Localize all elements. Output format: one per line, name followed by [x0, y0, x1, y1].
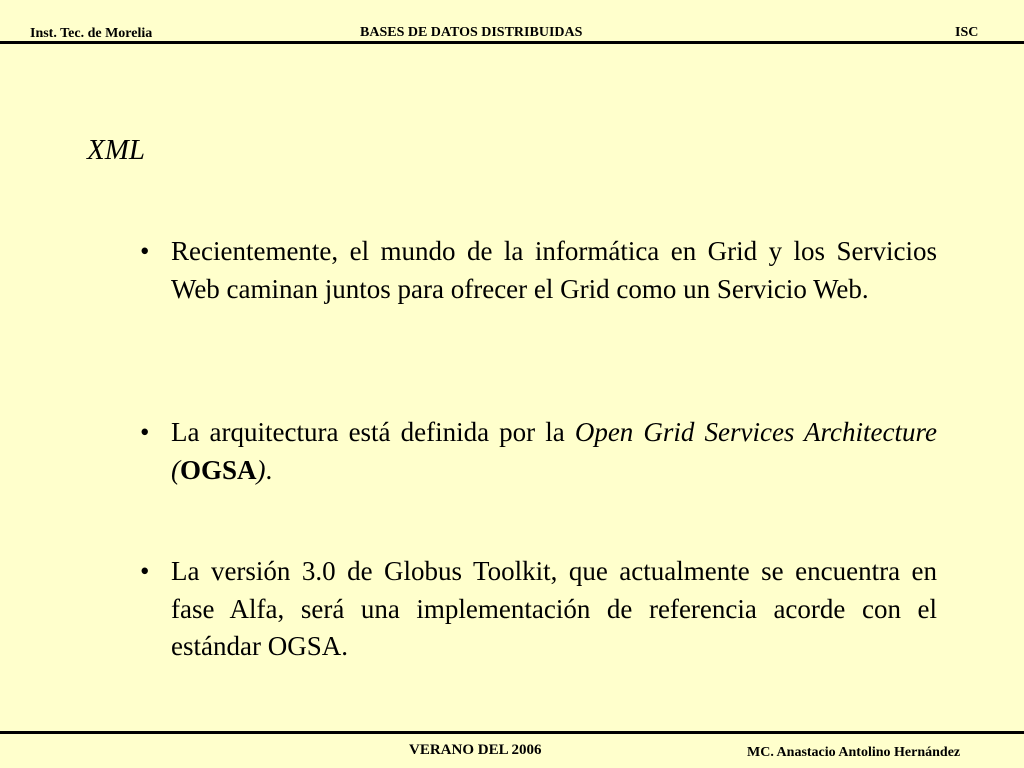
footer-term: VERANO DEL 2006	[409, 742, 542, 758]
bullet-text-italic: Open Grid Services Architecture (	[171, 417, 937, 485]
bullet-text-prefix: La arquitectura está definida por la	[171, 417, 575, 447]
bullet-dot-icon: •	[140, 236, 150, 266]
bullet-text-acronym: OGSA	[180, 454, 257, 485]
header-institution: Inst. Tec. de Morelia	[30, 26, 153, 41]
slide-title: XML	[87, 134, 145, 166]
bullet-text-suffix: .	[265, 454, 273, 485]
header-course-title: BASES DE DATOS DISTRIBUIDAS	[360, 25, 583, 40]
bullet-text-italic-end: )	[256, 454, 266, 485]
bullet-item	[140, 233, 937, 308]
footer-divider	[0, 731, 1024, 734]
bullet-dot-icon: •	[140, 417, 150, 447]
bullet-text: La versión 3.0 de Globus Toolkit, que actualmente se encuentra en fase Alfa, será una implementación de referencia acorde con el estándar OGSA.	[171, 556, 937, 661]
footer-author: MC. Anastacio Antolino Hernández	[747, 745, 961, 760]
header-divider	[0, 41, 1024, 44]
bullet-item	[140, 553, 937, 666]
bullet-item	[140, 414, 937, 489]
bullet-dot-icon: •	[140, 556, 150, 586]
header-program: ISC	[955, 25, 979, 40]
bullet-text: Recientemente, el mundo de la informática en Grid y los Servicios Web caminan juntos para ofrecer el Grid como un Servicio Web.	[171, 236, 937, 304]
